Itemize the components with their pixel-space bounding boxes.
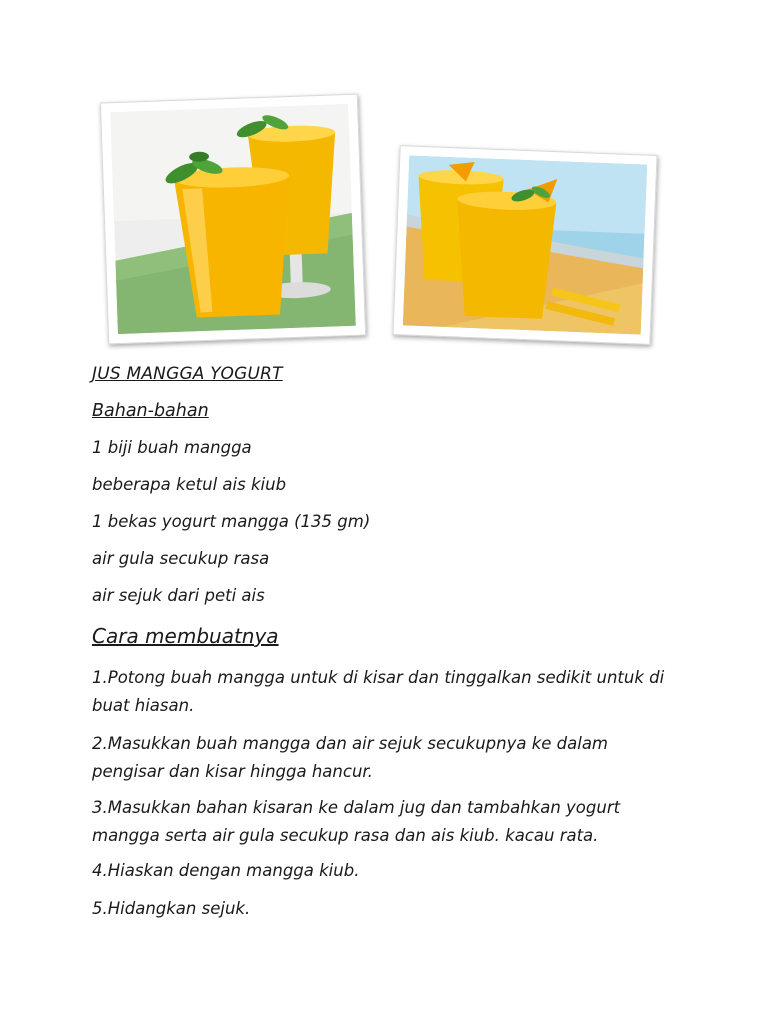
photo-illustration-right [403,155,647,334]
ingredients-heading: Bahan-bahan [92,401,209,421]
method-step: 4.Hiaskan dengan mangga kiub. [92,861,360,880]
ingredient-item: 1 bekas yogurt mangga (135 gm) [92,512,371,531]
photo-illustration-left [110,104,356,334]
method-heading: Cara membuatnya [92,624,279,648]
method-step: 3.Masukkan bahan kisaran ke dalam jug dan tambahkan yogurt mangga serta air gula secukup rasa dan ais kiub. kacau rata. [92,798,621,845]
method-step: 1.Potong buah mangga untuk di kisar dan tinggalkan sedikit untuk di buat hiasan. [92,668,665,715]
mango-juice-glasses-photo [100,94,366,345]
ingredient-item: 1 biji buah mangga [92,438,252,457]
ingredient-item: beberapa ketul ais kiub [92,475,287,494]
recipe-title: JUS MANGGA YOGURT [92,364,283,384]
ingredient-item: air sejuk dari peti ais [92,586,265,605]
ingredient-item: air gula secukup rasa [92,549,270,568]
mango-juice-table-photo [392,145,657,345]
method-step: 5.Hidangkan sejuk. [92,899,251,918]
method-step: 2.Masukkan buah mangga dan air sejuk secukupnya ke dalam pengisar dan kisar hingga hancur. [92,734,609,781]
